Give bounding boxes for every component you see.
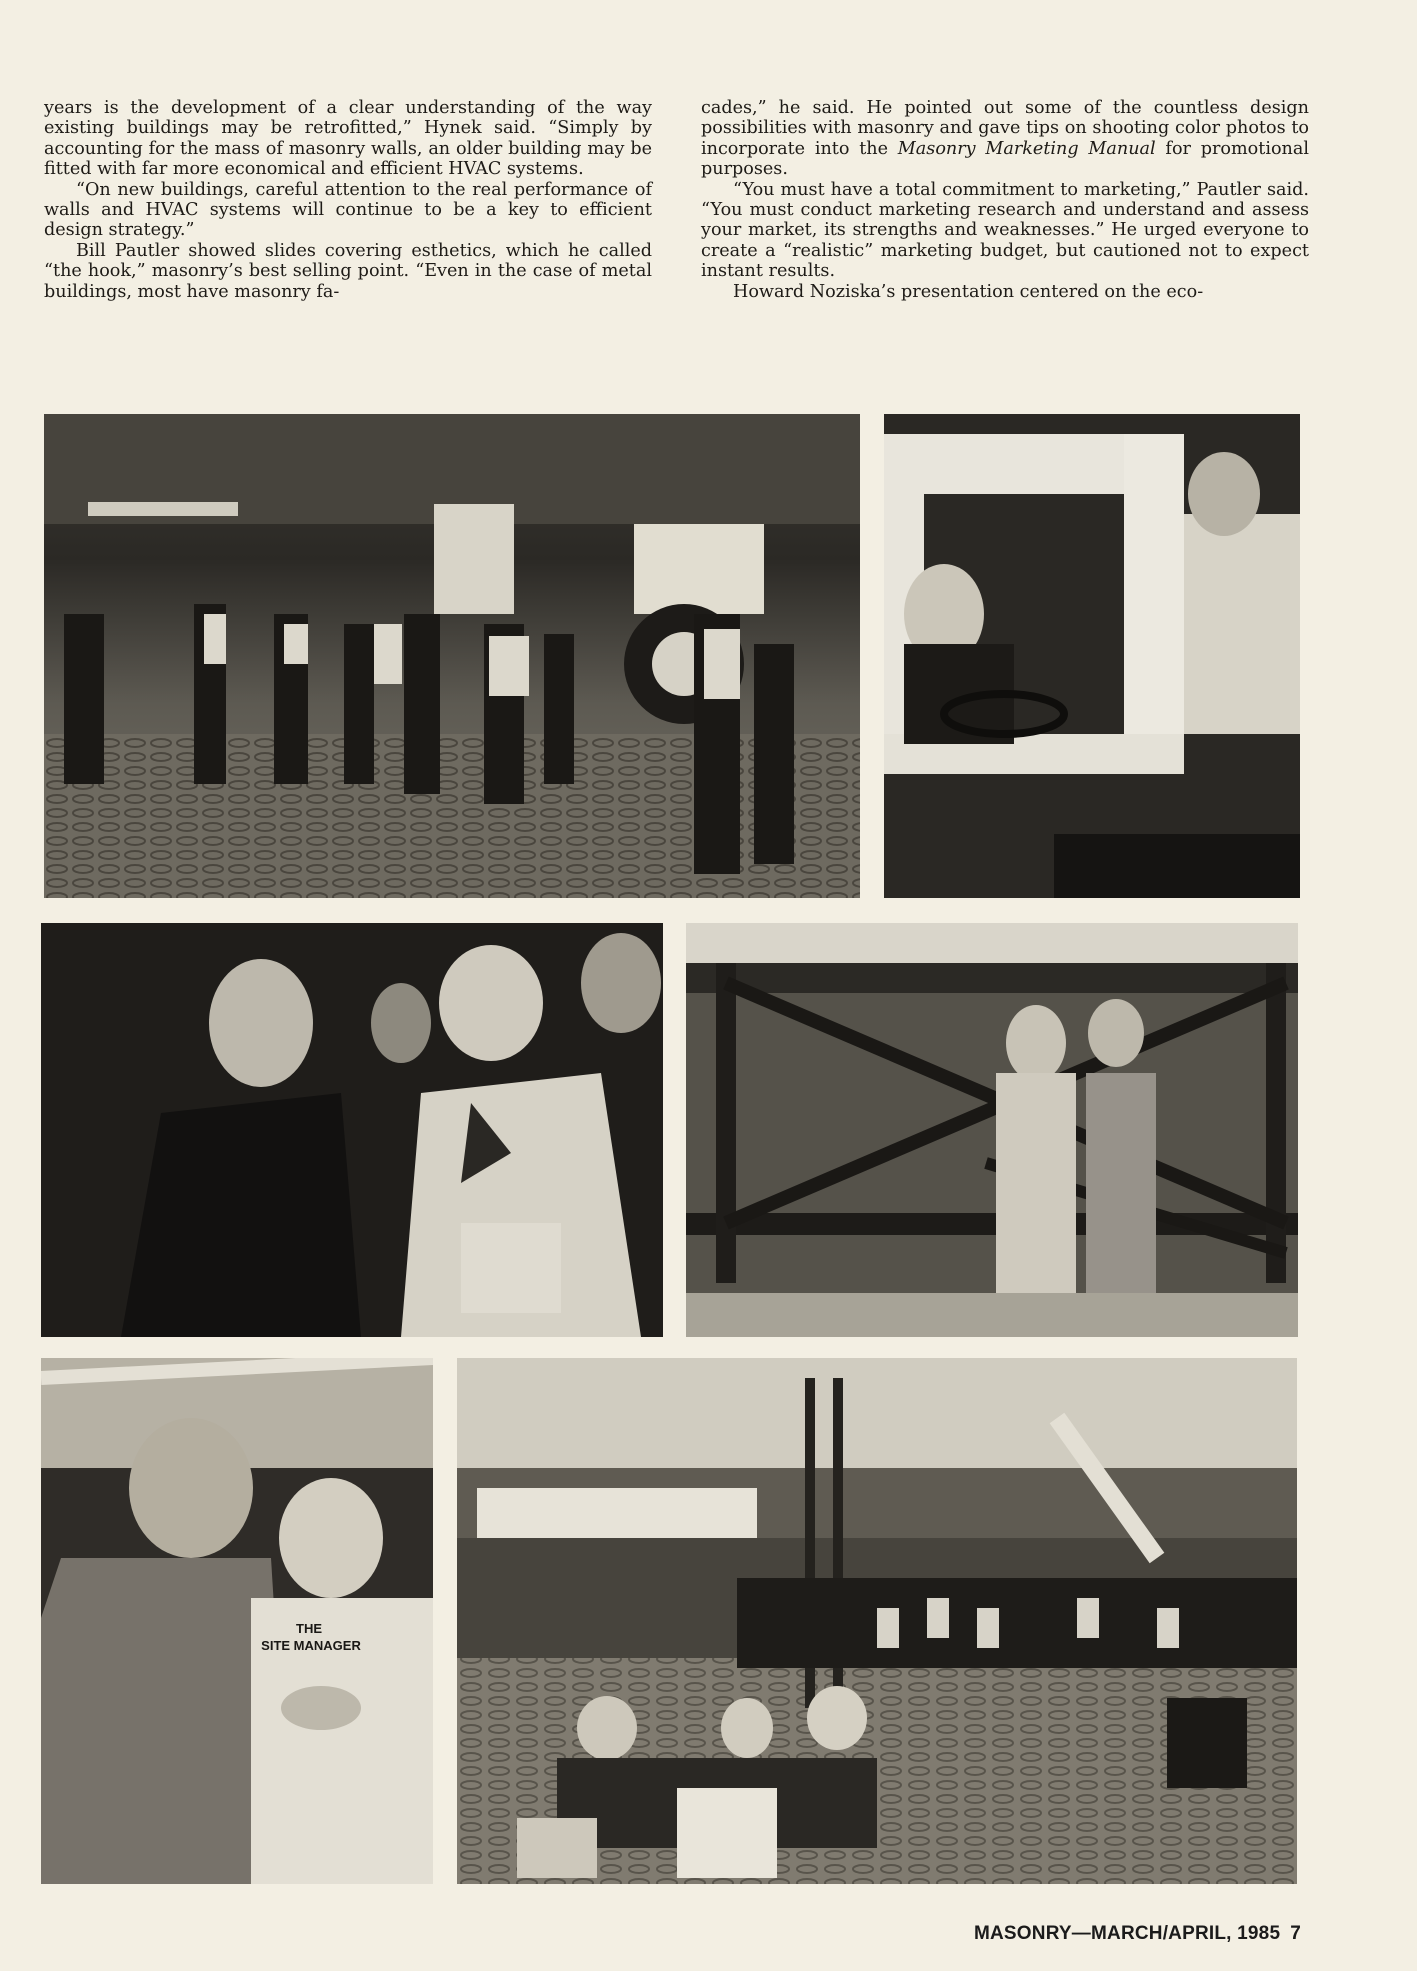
photo-exhibit-hall-crowd (44, 414, 860, 898)
paragraph: Howard Noziska’s presentation centered on the eco- (733, 281, 1204, 302)
photo-steel-scaffold (686, 923, 1298, 1337)
paragraph-text: for promotional purposes. (701, 138, 1309, 180)
photo-site-manager (41, 1358, 433, 1884)
paragraph: Bill Pautler showed slides covering esthetics, which he called “the hook,” masonry’s best selling point. “Even in the case of metal buildings, most have masonry fa- (44, 240, 652, 302)
photo-men-conversation (41, 923, 663, 1337)
paragraph: “You must have a total commitment to marketing,” Pautler said. “You must conduct marketing research and understand and assess your market, its strengths and weaknesses.” He urged everyone to create a “realistic” marketing budget, but cautioned not to expect instant results. (701, 179, 1309, 282)
shirt-text-line2: SITE MANAGER (261, 1638, 361, 1653)
publication-title: Masonry Marketing Manual (897, 138, 1156, 159)
photo-hall-overview (457, 1358, 1297, 1884)
paragraph (701, 98, 1309, 180)
article-column-right (701, 98, 1309, 302)
paragraph-text: cades,” he said. He pointed out some of the countless design possibilities with masonry and gave tips on shooting color photos to incorporate into the (701, 98, 1309, 159)
paragraph: years is the development of a clear understanding of the way existing buildings may be retrofitted,” Hynek said. “Simply by accounting for the mass of masonry walls, an older building may be fitted with far more economical and efficient HVAC systems. (44, 98, 652, 180)
page-footer (974, 1923, 1301, 1945)
shirt-text-line1: THE (296, 1621, 322, 1636)
photo-vehicle-cab (884, 414, 1300, 898)
page-number: 7 (1290, 1923, 1301, 1944)
paragraph: “On new buildings, careful attention to the real performance of walls and HVAC systems will continue to be a key to efficient design strategy.” (44, 179, 652, 241)
article-column-left (44, 98, 652, 302)
publication-issue: MASONRY—MARCH/APRIL, 1985 (973, 1923, 1281, 1944)
